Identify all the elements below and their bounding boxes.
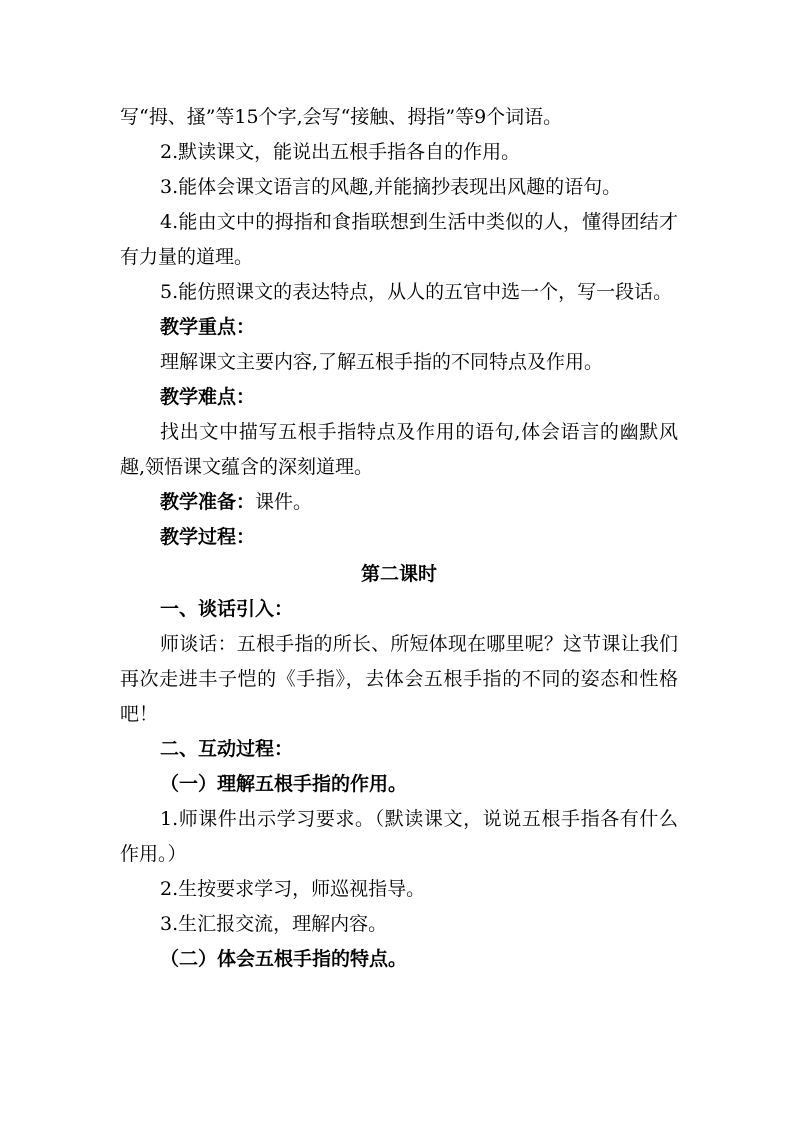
- part-1-step-2: 2.生按要求学习，师巡视指导。: [160, 878, 426, 900]
- part-1-step-1: 1.师课件出示学习要求。（默读课文，说说五根手指各有什么作用。）: [120, 808, 678, 865]
- part-1-heading: （一）理解五根手指的作用。: [160, 773, 408, 795]
- lesson-title: 第二课时: [360, 563, 437, 585]
- part-1-step-3: 3.生汇报交流，理解内容。: [160, 913, 388, 935]
- preparation-line: [120, 485, 678, 520]
- objective-3: 3.能体会课文语言的风趣,并能摘抄表现出风趣的语句。: [160, 176, 622, 198]
- key-points-text: 理解课文主要内容,了解五根手指的不同特点及作用。: [160, 351, 604, 373]
- objective-2: 2.默读课文，能说出五根手指各自的作用。: [160, 141, 521, 163]
- section-1-heading: 一、谈话引入：: [160, 598, 294, 620]
- section-2-heading: 二、互动过程：: [160, 738, 294, 760]
- part-2-heading: （二）体会五根手指的特点。: [160, 948, 408, 970]
- preparation-heading: 教学准备：: [160, 491, 256, 513]
- process-heading: 教学过程：: [160, 526, 256, 548]
- objective-4: 4.能由文中的拇指和食指联想到生活中类似的人，懂得团结才有力量的道理。: [120, 211, 678, 268]
- document-page: [120, 100, 678, 977]
- difficulties-heading: 教学难点：: [160, 386, 256, 408]
- preparation-text: 课件。: [255, 491, 313, 513]
- key-points-heading: 教学重点：: [160, 316, 256, 338]
- section-1-text: 师谈话：五根手指的所长、所短体现在哪里呢？这节课让我们再次走进丰子恺的《手指》，去体会五根手指的不同的姿态和性格吧！: [120, 633, 678, 725]
- objective-1-continued: 写“拇、搔”等15个字,会写“接触、拇指”等9个词语。: [120, 106, 563, 128]
- difficulties-text: 找出文中描写五根手指特点及作用的语句,体会语言的幽默风趣,领悟课文蕴含的深刻道理。: [120, 421, 678, 478]
- objective-5: 5.能仿照课文的表达特点，从人的五官中选一个，写一段话。: [160, 281, 673, 303]
